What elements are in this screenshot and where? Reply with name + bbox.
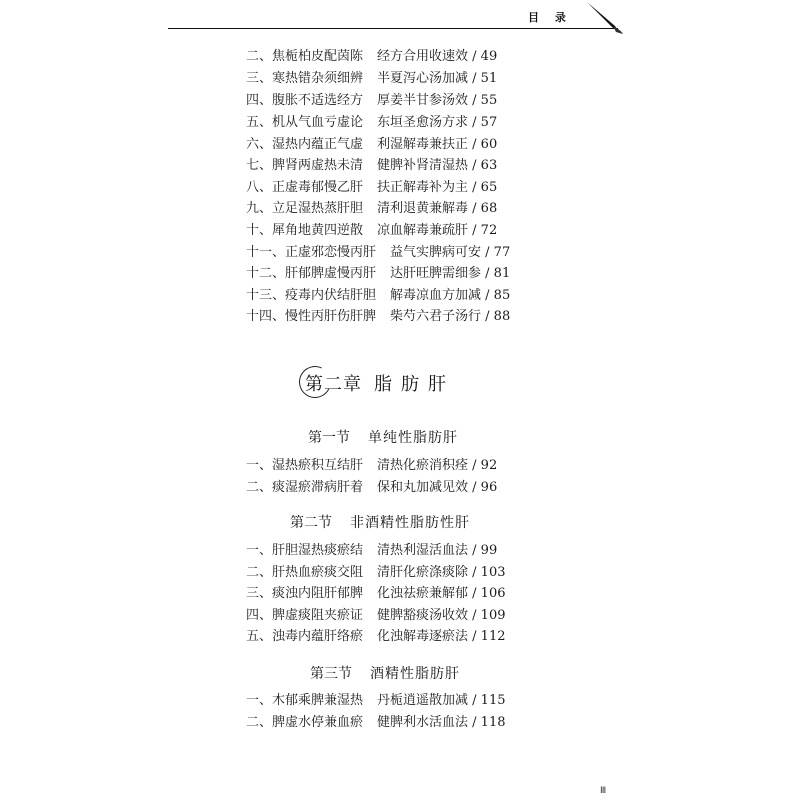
toc-entry-subtitle: 柴芍六君子汤行 xyxy=(390,309,482,324)
toc-entry-page: / 99 xyxy=(472,543,498,558)
toc-entry[interactable] xyxy=(246,458,497,474)
toc-entry-page: / 96 xyxy=(472,480,498,495)
toc-entry-page: / 109 xyxy=(472,608,506,623)
toc-entry[interactable] xyxy=(246,201,497,217)
toc-entry-subtitle: 扶正解毒补为主 xyxy=(377,180,469,195)
toc-entry-subtitle: 半夏泻心汤加减 xyxy=(377,71,469,86)
toc-entry[interactable] xyxy=(246,266,510,282)
toc-entry-subtitle: 健脾利水活血法 xyxy=(377,715,469,730)
section-title[interactable] xyxy=(290,512,470,532)
toc-entry[interactable] xyxy=(246,693,506,709)
toc-entry[interactable] xyxy=(246,288,510,304)
toc-entry-title: 一、肝胆湿热痰瘀结 xyxy=(246,543,364,558)
toc-entry-title: 八、正虚毒郁慢乙肝 xyxy=(246,180,364,195)
toc-entry-title: 十、犀角地黄四逆散 xyxy=(246,223,364,238)
toc-entry-subtitle: 厚姜半甘参汤效 xyxy=(377,93,469,108)
toc-entry-title: 五、浊毒内蕴肝络瘀 xyxy=(246,629,364,644)
toc-entry-page: / 112 xyxy=(472,629,506,644)
toc-entry-title: 九、立足湿热蒸肝胆 xyxy=(246,201,364,216)
toc-entry-subtitle: 清利退黄兼解毒 xyxy=(377,201,469,216)
toc-entry-title: 十二、肝郁脾虚慢丙肝 xyxy=(246,266,377,281)
toc-entry[interactable] xyxy=(246,608,506,624)
toc-entry-subtitle: 凉血解毒兼疏肝 xyxy=(377,223,469,238)
toc-entry-page: / 85 xyxy=(485,288,511,303)
toc-entry[interactable] xyxy=(246,586,506,602)
toc-entry-subtitle: 健脾补肾清湿热 xyxy=(377,158,469,173)
toc-entry-title: 二、肝热血瘀痰交阻 xyxy=(246,565,364,580)
toc-entry[interactable] xyxy=(246,158,497,174)
toc-entry-page: / 103 xyxy=(472,565,506,580)
toc-entry[interactable] xyxy=(246,71,497,87)
chapter-name: 脂肪肝 xyxy=(374,374,455,395)
toc-entry[interactable] xyxy=(246,565,506,581)
toc-entry-subtitle: 清肝化瘀涤痰除 xyxy=(377,565,469,580)
section-number: 第三节 xyxy=(310,666,352,682)
section-number: 第一节 xyxy=(308,430,350,446)
toc-entry-subtitle: 利湿解毒兼扶正 xyxy=(377,137,469,152)
header-rule xyxy=(168,28,618,29)
toc-entry-page: / 118 xyxy=(472,715,506,730)
toc-entry[interactable] xyxy=(246,309,510,325)
toc-entry-subtitle: 解毒凉血方加减 xyxy=(390,288,482,303)
toc-entry-subtitle: 东垣圣愈汤方求 xyxy=(377,115,469,130)
toc-entry[interactable] xyxy=(246,715,506,731)
toc-entry-title: 二、焦栀柏皮配茵陈 xyxy=(246,49,364,64)
toc-entry-subtitle: 经方合用收速效 xyxy=(377,49,469,64)
toc-entry[interactable] xyxy=(246,137,497,153)
toc-entry-title: 二、痰湿瘀滞病肝着 xyxy=(246,480,364,495)
toc-entry-title: 三、寒热错杂须细辨 xyxy=(246,71,364,86)
toc-entry[interactable] xyxy=(246,115,497,131)
toc-entry-page: / 88 xyxy=(485,309,511,324)
toc-entry[interactable] xyxy=(246,223,497,239)
toc-entry-page: / 65 xyxy=(472,180,498,195)
page-number-mark: Ⅲ xyxy=(600,786,607,796)
toc-entry-subtitle: 益气实脾病可安 xyxy=(390,245,482,260)
section-name: 单纯性脂肪肝 xyxy=(368,430,458,446)
toc-entry-page: / 77 xyxy=(485,245,511,260)
chapter-heading[interactable] xyxy=(305,366,455,400)
toc-entry-subtitle: 保和丸加减见效 xyxy=(377,480,469,495)
toc-entry[interactable] xyxy=(246,629,506,645)
toc-entry-title: 五、机从气血亏虚论 xyxy=(246,115,364,130)
section-title[interactable] xyxy=(310,663,460,683)
toc-entry-page: / 51 xyxy=(472,71,498,86)
toc-entry[interactable] xyxy=(246,93,497,109)
toc-entry-title: 四、脾虚痰阻夹瘀证 xyxy=(246,608,364,623)
section-title[interactable] xyxy=(308,427,458,447)
toc-entry-title: 七、脾肾两虚热未清 xyxy=(246,158,364,173)
toc-entry[interactable] xyxy=(246,480,497,496)
toc-entry-page: / 60 xyxy=(472,137,498,152)
toc-entry-subtitle: 达肝旺脾需细参 xyxy=(390,266,482,281)
toc-entry-page: / 81 xyxy=(485,266,511,281)
toc-entry-page: / 49 xyxy=(472,49,498,64)
toc-entry-page: / 63 xyxy=(472,158,498,173)
toc-entry-subtitle: 健脾豁痰汤收效 xyxy=(377,608,469,623)
toc-entry-title: 四、腹胀不适选经方 xyxy=(246,93,364,108)
section-number: 第二节 xyxy=(290,515,332,531)
toc-entry-title: 三、痰浊内阻肝郁脾 xyxy=(246,586,364,601)
toc-entry[interactable] xyxy=(246,543,497,559)
brush-icon xyxy=(585,0,625,34)
toc-entry[interactable] xyxy=(246,180,497,196)
toc-entry[interactable] xyxy=(246,245,510,261)
toc-entry-subtitle: 化浊祛瘀兼解郁 xyxy=(377,586,469,601)
toc-entry-title: 十四、慢性丙肝伤肝脾 xyxy=(246,309,377,324)
toc-entry-title: 一、湿热瘀积互结肝 xyxy=(246,458,364,473)
toc-entry-subtitle: 丹栀逍遥散加减 xyxy=(377,693,469,708)
toc-entry-title: 一、木郁乘脾兼湿热 xyxy=(246,693,364,708)
toc-entry-title: 十三、疫毒内伏结肝胆 xyxy=(246,288,377,303)
header-title: 目 录 xyxy=(528,11,572,24)
toc-entry-page: / 68 xyxy=(472,201,498,216)
toc-entry-subtitle: 清热化瘀消积痊 xyxy=(377,458,469,473)
toc-entry[interactable] xyxy=(246,49,497,65)
toc-entry-subtitle: 清热利湿活血法 xyxy=(377,543,469,558)
section-name: 酒精性脂肪肝 xyxy=(370,666,460,682)
toc-entry-title: 十一、正虚邪恋慢丙肝 xyxy=(246,245,377,260)
toc-entry-page: / 72 xyxy=(472,223,498,238)
toc-entry-page: / 57 xyxy=(472,115,498,130)
section-name: 非酒精性脂肪性肝 xyxy=(350,515,470,531)
toc-entry-page: / 92 xyxy=(472,458,498,473)
toc-entry-title: 六、湿热内蕴正气虚 xyxy=(246,137,364,152)
toc-entry-subtitle: 化浊解毒逐瘀法 xyxy=(377,629,469,644)
toc-entry-page: / 115 xyxy=(472,693,506,708)
toc-entry-title: 二、脾虚水停兼血瘀 xyxy=(246,715,364,730)
toc-entry-page: / 106 xyxy=(472,586,506,601)
toc-entry-page: / 55 xyxy=(472,93,498,108)
chapter-number: 第二章 xyxy=(305,374,362,395)
